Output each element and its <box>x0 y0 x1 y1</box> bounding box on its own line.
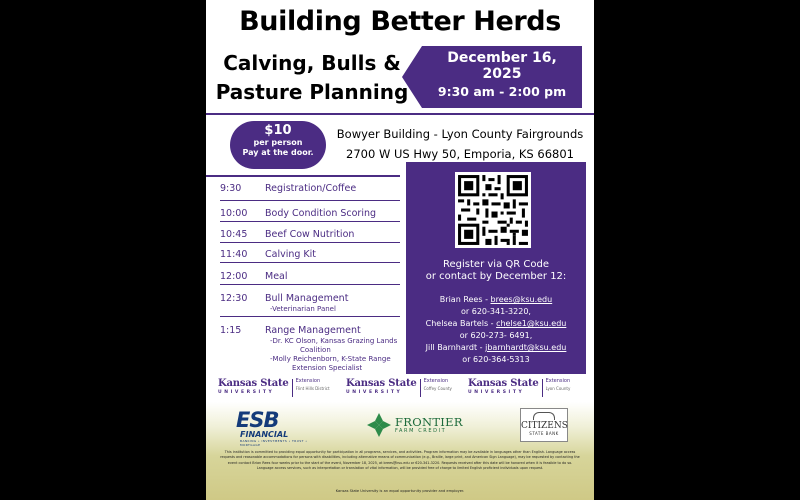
venue-info <box>334 124 586 164</box>
divider-top <box>206 113 594 115</box>
contact-email-link[interactable]: chelse1@ksu.edu <box>496 319 567 328</box>
registration-panel <box>406 162 586 374</box>
frontier-name: FRONTIER <box>395 415 463 429</box>
agenda-list <box>220 181 400 371</box>
flyer-title: Building Better Herds <box>239 6 561 37</box>
agenda-note: Extension Specialist <box>292 364 363 372</box>
esb-sub: FINANCIAL <box>240 430 289 439</box>
agenda-time: 10:45 <box>220 229 248 240</box>
subtitle-line-1: Calving, Bulls & <box>223 51 401 75</box>
frontier-sub: FARM CREDIT <box>395 428 447 434</box>
ksu-name: Kansas State <box>218 378 289 389</box>
venue-address: 2700 W US Hwy 50, Emporia, KS 66801 <box>346 147 574 161</box>
contact-item <box>406 294 586 306</box>
divider-agenda <box>206 175 400 177</box>
frontier-farm-credit-logo <box>366 410 472 440</box>
esb-financial-logo <box>236 408 320 447</box>
agenda-title: Meal <box>265 271 288 282</box>
citizens-building-icon <box>533 412 555 420</box>
contact-name: Jill Barnhardt - <box>425 343 486 352</box>
ksu-logo-coffey <box>346 378 452 400</box>
ksu-extension-label: Extension <box>545 378 571 384</box>
agenda-time: 11:40 <box>220 249 248 260</box>
ksu-extension-label: Extension <box>423 378 449 384</box>
contact-name: Chelsea Bartels - <box>425 319 497 328</box>
ksu-university: UNIVERSITY <box>346 390 403 395</box>
ksu-logo-flint-hills <box>218 378 330 400</box>
ksu-extension-logos <box>216 378 586 400</box>
event-date-line-1: December 16, <box>447 50 557 66</box>
agenda-row <box>220 181 400 201</box>
agenda-title: Bull Management <box>265 293 349 304</box>
agenda-title: Calving Kit <box>265 249 317 260</box>
event-date-line-2: 2025 <box>482 66 522 82</box>
esb-name: ESB <box>236 408 279 432</box>
price-badge <box>230 121 326 169</box>
agenda-note: -Molly Reichenborn, K-State Range <box>270 355 391 363</box>
agenda-row <box>220 263 400 285</box>
ksu-extension-label: Extension <box>295 378 321 384</box>
contact-item <box>406 318 586 330</box>
date-banner <box>422 46 582 108</box>
agenda-row <box>220 317 400 371</box>
subtitle-line-2: Pasture Planning <box>215 80 409 104</box>
citizens-sub: STATE BANK <box>529 431 559 436</box>
agenda-note: Coalition <box>300 346 331 354</box>
logo-divider <box>420 379 421 397</box>
contact-name: Brian Rees - <box>439 295 491 304</box>
venue-name: Bowyer Building - Lyon County Fairgrounds <box>336 127 584 141</box>
agenda-row <box>220 222 400 243</box>
event-flyer <box>206 0 594 500</box>
price-pay-at-door: Pay at the door. <box>242 148 314 157</box>
footer-statement: Kansas State University is an equal opportunity provider and employer. <box>335 489 465 493</box>
contact-item <box>406 342 586 354</box>
agenda-title: Beef Cow Nutrition <box>265 229 355 240</box>
ksu-district: Lyon County <box>545 386 571 391</box>
citizens-name: CITIZENS <box>521 421 568 431</box>
agenda-time: 9:30 <box>220 183 242 194</box>
contact-phone: or 620-341-3220, <box>461 307 531 316</box>
price-per-person: per person <box>253 138 303 147</box>
equal-opportunity-disclaimer: This institution is committed to providing equal opportunity for participation in all programs, services, and activities. Program information may be available in languages other than English. Language access requests and reasonable accommodations for persons with disabilities, including alternative means of communication (e.g., Braille, large print, and American Sign Language), may be requested by contacting the event contact Brian Rees four weeks prior to the start of the event, November 18, 2025, at brees@ksu.edu or 620-341-3220. Requests received after this date will be honored when it is feasible to do so. Language access services, such as interpretation or translation of vital information, will be provided free of charge to limited English proficient individuals upon request. <box>220 450 580 470</box>
agenda-row <box>220 201 400 222</box>
ksu-name: Kansas State <box>346 378 417 389</box>
ksu-district: Flint Hills District <box>295 386 330 391</box>
price-amount: $10 <box>264 123 292 138</box>
contact-email-link[interactable]: brees@ksu.edu <box>490 295 553 304</box>
agenda-title: Body Condition Scoring <box>265 208 377 219</box>
ksu-district: Coffey County <box>423 386 452 391</box>
event-time: 9:30 am - 2:00 pm <box>437 84 567 99</box>
registration-heading <box>406 259 586 283</box>
ksu-university: UNIVERSITY <box>218 390 275 395</box>
agenda-row <box>220 285 400 317</box>
contact-list <box>406 294 586 366</box>
agenda-time: 12:30 <box>220 293 248 304</box>
contact-phone: or 620-273- 6491, <box>459 331 533 340</box>
contact-phone: or 620-364-5313 <box>462 355 530 364</box>
contact-email-link[interactable]: jbarnhardt@ksu.edu <box>485 343 567 352</box>
logo-divider <box>292 379 293 397</box>
logo-divider <box>542 379 543 397</box>
flyer-subtitle <box>212 49 412 107</box>
agenda-time: 12:00 <box>220 271 248 282</box>
citizens-state-bank-logo <box>520 408 568 442</box>
esb-tagline: BANKING • INVESTMENTS • TRUST • MORTGAGE <box>240 439 308 447</box>
ksu-logo-lyon <box>468 378 570 400</box>
agenda-time: 1:15 <box>220 325 242 336</box>
registration-qr-code[interactable] <box>455 172 531 248</box>
registration-line-1: Register via QR Code <box>443 259 549 270</box>
agenda-time: 10:00 <box>220 208 248 219</box>
agenda-title: Registration/Coffee <box>265 183 357 194</box>
registration-line-2: or contact by December 12: <box>425 271 567 282</box>
frontier-leaf-icon <box>366 412 392 438</box>
agenda-note: -Dr. KC Olson, Kansas Grazing Lands <box>270 337 398 345</box>
agenda-title: Range Management <box>265 325 361 336</box>
agenda-row <box>220 243 400 263</box>
qr-code-icon <box>455 172 531 248</box>
agenda-note: -Veterinarian Panel <box>270 305 336 313</box>
ksu-university: UNIVERSITY <box>468 390 525 395</box>
ksu-name: Kansas State <box>468 378 539 389</box>
date-banner-arrow <box>402 46 422 108</box>
